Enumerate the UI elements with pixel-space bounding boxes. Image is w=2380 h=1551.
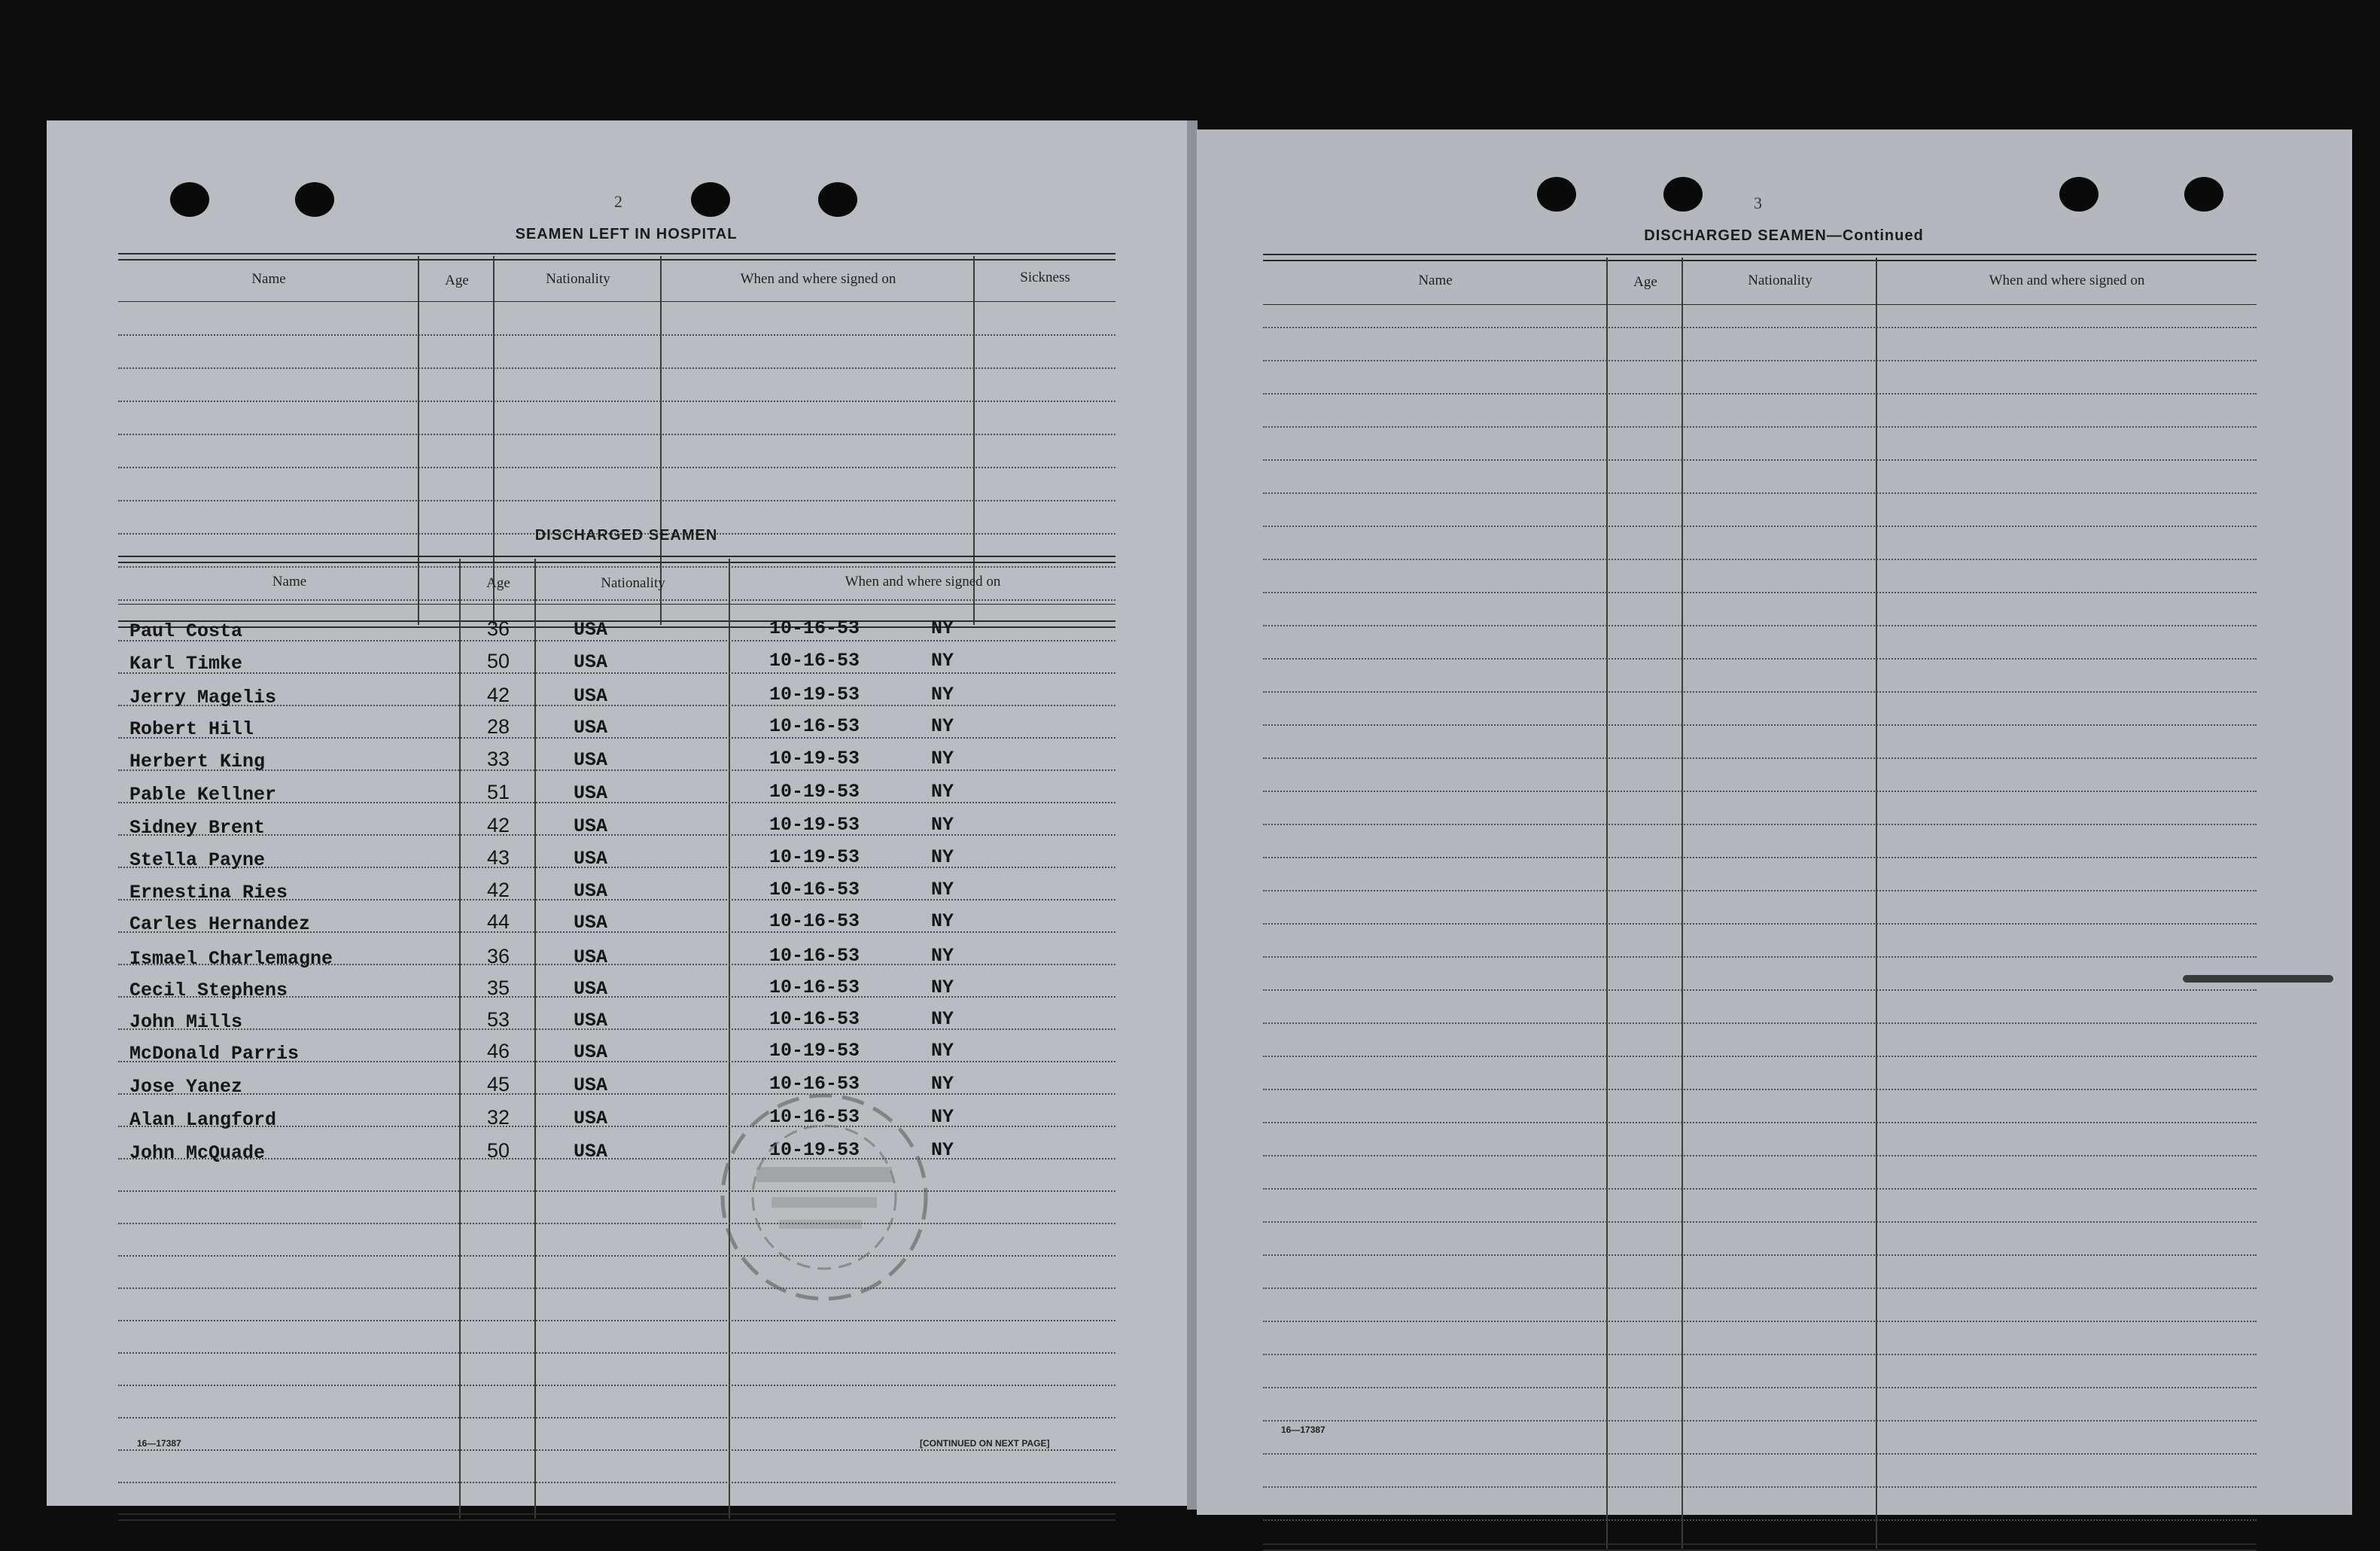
column-divider [459, 559, 461, 1519]
ruled-line [118, 500, 1115, 501]
punch-hole [2184, 177, 2223, 212]
signed-on-date: 10-16-53 [769, 1008, 860, 1030]
table-top-rule [118, 556, 1115, 563]
ruled-line [1263, 1486, 2257, 1488]
seaman-name: John McQuade [129, 1142, 266, 1164]
ruled-line [1263, 691, 2257, 693]
ruled-line [118, 867, 1115, 868]
ruled-line [1263, 989, 2257, 991]
ruled-line [1263, 1022, 2257, 1024]
seaman-name: Pable Kellner [129, 784, 277, 806]
signed-on-place: NY [931, 684, 954, 705]
ruled-line [118, 1158, 1115, 1159]
signed-on-place: NY [931, 977, 954, 998]
ruled-line [1263, 492, 2257, 494]
ruled-line [118, 434, 1115, 435]
seaman-age: 42 [487, 879, 510, 901]
seaman-name: John Mills [129, 1011, 243, 1033]
seaman-nationality: USA [574, 848, 608, 870]
signed-on-place: NY [931, 650, 954, 672]
punch-hole [691, 182, 730, 217]
ruled-line [1263, 393, 2257, 395]
signed-on-date: 10-16-53 [769, 910, 860, 932]
seaman-age: 33 [487, 748, 510, 770]
seaman-age: 50 [487, 650, 510, 672]
seaman-name: Herbert King [129, 751, 266, 772]
ruled-line [1263, 1254, 2257, 1256]
ruled-line [1263, 592, 2257, 593]
seaman-nationality: USA [574, 749, 608, 771]
seaman-name: Carles Hernandez [129, 913, 311, 935]
signed-on-date: 10-19-53 [769, 1040, 860, 1062]
seaman-nationality: USA [574, 978, 608, 1000]
ruled-line [1263, 791, 2257, 792]
signed-on-date: 10-16-53 [769, 945, 860, 967]
signed-on-place: NY [931, 781, 954, 803]
seaman-nationality: USA [574, 619, 608, 641]
column-divider [418, 256, 419, 625]
seaman-name: McDonald Parris [129, 1043, 300, 1065]
signed-on-date: 10-16-53 [769, 1106, 860, 1128]
ruled-line [1263, 1321, 2257, 1322]
ruled-line [1263, 1287, 2257, 1289]
signed-on-date: 10-16-53 [769, 1073, 860, 1095]
col-header-name: Name [251, 271, 286, 287]
signed-on-place: NY [931, 1040, 954, 1062]
seaman-nationality: USA [574, 1074, 608, 1096]
ruled-line [1263, 1519, 2257, 1521]
punch-hole [2059, 177, 2098, 212]
ruled-line [1263, 426, 2257, 428]
signed-on-place: NY [931, 617, 954, 639]
ruled-line [1263, 658, 2257, 660]
ruled-line [1263, 1188, 2257, 1190]
ruled-line [1263, 360, 2257, 361]
seaman-age: 53 [487, 1008, 510, 1031]
seaman-name: Alan Langford [129, 1109, 277, 1131]
form-number: 16—17387 [137, 1438, 181, 1449]
seaman-age: 42 [487, 814, 510, 836]
ruled-line [118, 1482, 1115, 1483]
ruled-line [118, 737, 1115, 739]
ink-smear [2183, 975, 2333, 983]
col-header-signed-on: When and where signed on [740, 271, 896, 287]
seaman-age: 36 [487, 945, 510, 967]
ruled-line [118, 599, 1115, 601]
ruled-line [118, 467, 1115, 468]
ruled-line [1263, 1387, 2257, 1388]
ruled-line [1263, 724, 2257, 726]
seaman-age: 45 [487, 1073, 510, 1095]
seaman-nationality: USA [574, 1141, 608, 1162]
ruled-line [118, 672, 1115, 674]
ruled-line [1263, 1354, 2257, 1355]
signed-on-date: 10-16-53 [769, 715, 860, 737]
seaman-age: 28 [487, 715, 510, 738]
signed-on-date: 10-16-53 [769, 977, 860, 998]
ruled-line [1263, 857, 2257, 858]
ruled-line [1263, 1420, 2257, 1421]
ruled-line [1263, 1056, 2257, 1057]
seaman-age: 44 [487, 910, 510, 933]
signed-on-date: 10-19-53 [769, 748, 860, 769]
punch-hole [170, 182, 209, 217]
column-divider [493, 256, 495, 625]
seaman-age: 51 [487, 781, 510, 803]
seaman-nationality: USA [574, 717, 608, 739]
table-bottom-rule [118, 620, 1115, 628]
signed-on-place: NY [931, 846, 954, 868]
ruled-line [118, 640, 1115, 641]
ruled-line [118, 1255, 1115, 1257]
col-header-signed-on: When and where signed on [1989, 273, 2145, 288]
signed-on-place: NY [931, 1139, 954, 1161]
signed-on-place: NY [931, 715, 954, 737]
seaman-nationality: USA [574, 685, 608, 707]
seaman-name: Paul Costa [129, 620, 243, 642]
ruled-line [118, 1449, 1115, 1451]
ruled-line [118, 1320, 1115, 1321]
page-gutter [1187, 120, 1198, 1510]
col-header-nationality: Nationality [546, 271, 610, 287]
seaman-age: 46 [487, 1040, 510, 1062]
signed-on-date: 10-19-53 [769, 781, 860, 803]
seaman-name: Robert Hill [129, 718, 254, 740]
seaman-nationality: USA [574, 946, 608, 968]
ruled-line [1263, 559, 2257, 560]
col-header-name: Name [1418, 273, 1453, 288]
ruled-line [118, 1028, 1115, 1030]
ruled-line [118, 1417, 1115, 1418]
col-header-nationality: Nationality [1748, 273, 1812, 288]
signed-on-place: NY [931, 1106, 954, 1128]
ruled-line [1263, 459, 2257, 461]
header-rule [1263, 304, 2257, 305]
column-divider [973, 256, 975, 625]
ruled-line [118, 1093, 1115, 1095]
seaman-nationality: USA [574, 912, 608, 934]
right-page [1197, 130, 2352, 1515]
seaman-nationality: USA [574, 651, 608, 673]
page-number: 3 [1754, 193, 1762, 212]
seaman-age: 32 [487, 1106, 510, 1129]
seaman-nationality: USA [574, 782, 608, 804]
seaman-nationality: USA [574, 880, 608, 902]
ruled-line [1263, 824, 2257, 825]
seaman-age: 42 [487, 684, 510, 706]
ruled-line [1263, 327, 2257, 328]
signed-on-place: NY [931, 910, 954, 932]
seaman-name: Stella Payne [129, 849, 266, 871]
punch-hole [1537, 177, 1576, 212]
signed-on-place: NY [931, 1073, 954, 1095]
punch-hole [1663, 177, 1703, 212]
ruled-line [118, 367, 1115, 369]
ruled-line [1263, 956, 2257, 958]
table-top-rule [118, 253, 1115, 261]
col-header-name: Name [272, 574, 307, 590]
ruled-line [1263, 890, 2257, 891]
form-number: 16—17387 [1281, 1425, 1325, 1435]
ruled-line [118, 334, 1115, 336]
seaman-age: 35 [487, 977, 510, 999]
seaman-name: Sidney Brent [129, 817, 266, 839]
ruled-line [1263, 1453, 2257, 1455]
ruled-line [1263, 1089, 2257, 1090]
ruled-line [118, 834, 1115, 836]
col-header-sickness: Sickness [1020, 270, 1070, 285]
ruled-line [118, 1287, 1115, 1289]
discharged-continued-title: DISCHARGED SEAMEN—Continued [1644, 227, 1924, 244]
seaman-age: 43 [487, 846, 510, 869]
seaman-nationality: USA [574, 1041, 608, 1063]
ruled-line [1263, 1122, 2257, 1123]
ruled-line [118, 401, 1115, 402]
postmark-stamp [704, 1084, 945, 1310]
header-rule [118, 604, 1115, 605]
ruled-line [118, 1352, 1115, 1354]
seaman-name: Karl Timke [129, 653, 243, 675]
table-bottom-rule [1263, 1543, 2257, 1551]
signed-on-date: 10-16-53 [769, 617, 860, 639]
ruled-line [118, 566, 1115, 568]
signed-on-date: 10-19-53 [769, 1139, 860, 1161]
column-divider [534, 559, 536, 1519]
column-divider [729, 559, 730, 1519]
column-divider [660, 256, 662, 625]
continued-note: [CONTINUED ON NEXT PAGE] [920, 1438, 1050, 1449]
seaman-name: Cecil Stephens [129, 980, 288, 1001]
discharged-section-title: DISCHARGED SEAMEN [534, 527, 718, 544]
left-page [47, 120, 1187, 1506]
seaman-nationality: USA [574, 815, 608, 837]
signed-on-date: 10-16-53 [769, 879, 860, 900]
ruled-line [118, 769, 1115, 771]
signed-on-place: NY [931, 814, 954, 836]
table-top-rule [1263, 254, 2257, 261]
seaman-age: 36 [487, 617, 510, 640]
ruled-line [118, 1385, 1115, 1386]
ruled-line [1263, 923, 2257, 925]
signed-on-date: 10-19-53 [769, 814, 860, 836]
seaman-name: Jose Yanez [129, 1076, 243, 1098]
punch-hole [295, 182, 334, 217]
hospital-section-title: SEAMEN LEFT IN HOSPITAL [515, 226, 738, 242]
seaman-age: 50 [487, 1139, 510, 1162]
seaman-nationality: USA [574, 1108, 608, 1129]
seaman-name: Ismael Charlemagne [129, 948, 333, 970]
seaman-nationality: USA [574, 1010, 608, 1031]
punch-hole [818, 182, 857, 217]
ruled-line [1263, 757, 2257, 759]
signed-on-date: 10-16-53 [769, 650, 860, 672]
col-header-age: Age [445, 273, 469, 288]
table-bottom-rule [118, 1513, 1115, 1521]
header-rule [118, 301, 1115, 302]
signed-on-place: NY [931, 879, 954, 900]
ruled-line [1263, 526, 2257, 527]
signed-on-date: 10-19-53 [769, 846, 860, 868]
signed-on-date: 10-19-53 [769, 684, 860, 705]
seaman-name: Jerry Magelis [129, 687, 277, 708]
page-number: 2 [614, 192, 622, 211]
col-header-age: Age [486, 575, 510, 591]
ruled-line [1263, 1155, 2257, 1156]
ruled-line [1263, 625, 2257, 626]
signed-on-place: NY [931, 748, 954, 769]
ruled-line [118, 1223, 1115, 1224]
seaman-name: Ernestina Ries [129, 882, 288, 903]
ruled-line [118, 1190, 1115, 1192]
col-header-nationality: Nationality [601, 575, 665, 591]
signed-on-place: NY [931, 1008, 954, 1030]
col-header-signed-on: When and where signed on [845, 574, 1001, 590]
signed-on-place: NY [931, 945, 954, 967]
ruled-line [1263, 1221, 2257, 1223]
col-header-age: Age [1633, 274, 1657, 290]
